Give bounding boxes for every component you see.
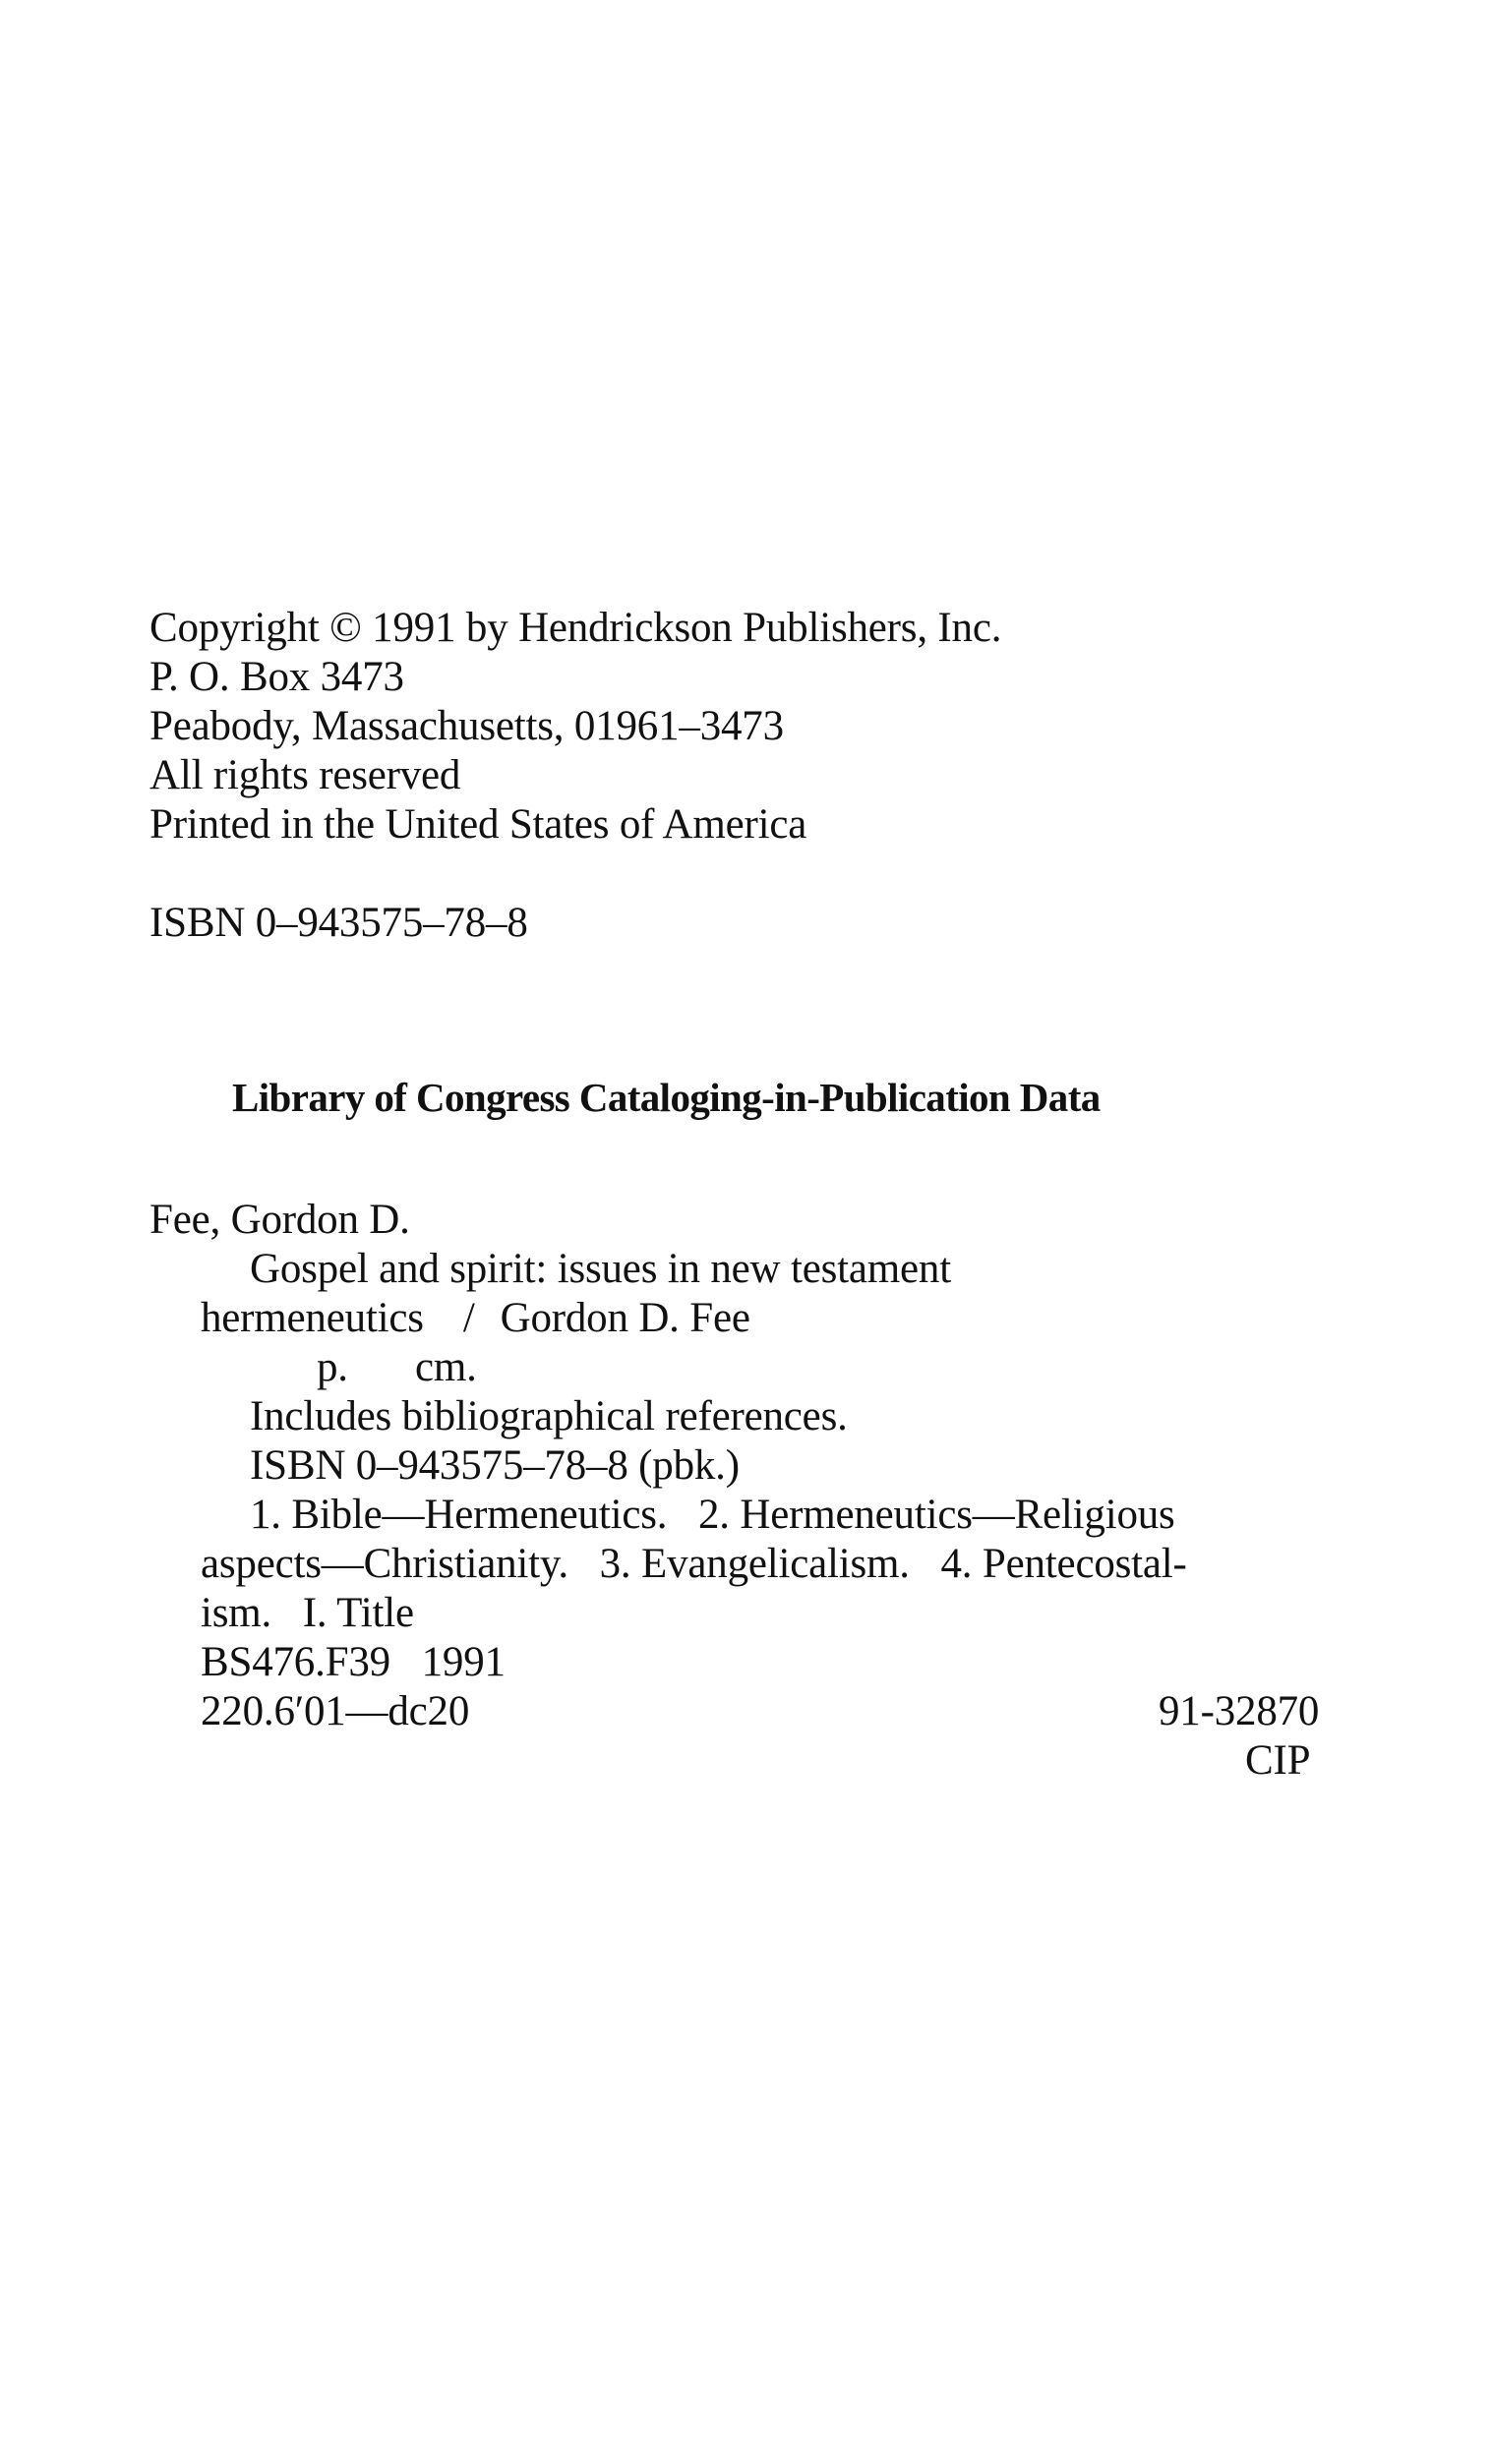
cip-includes: Includes bibliographical references. (250, 1393, 848, 1439)
copyright-line: Copyright © 1991 by Hendrickson Publishers, Inc. (149, 605, 1002, 651)
cip-subjects-line-3: ism. I. Title (201, 1590, 414, 1636)
cip-title-line-2 (201, 1294, 750, 1343)
publisher-po-box: P. O. Box 3473 (149, 654, 404, 700)
cip-title-slash: / (462, 1295, 475, 1341)
cip-heading: Library of Congress Cataloging-in-Publication Data (232, 1075, 1101, 1120)
rights-statement: All rights reserved (149, 752, 461, 798)
cip-subjects-line-1: 1. Bible—Hermeneutics. 2. Hermeneutics—Religious (250, 1492, 1175, 1538)
cip-lc-class: BS476.F39 1991 (201, 1639, 506, 1685)
cip-subjects-line-2: aspects—Christianity. 3. Evangelicalism. 4. Pentecostal- (201, 1541, 1187, 1587)
cip-author: Fee, Gordon D. (149, 1197, 410, 1243)
publisher-city: Peabody, Massachusetts, 01961–3473 (149, 703, 784, 749)
printed-in-statement: Printed in the United States of America (149, 801, 807, 848)
cip-pages: p. (317, 1344, 348, 1390)
cip-size: cm. (415, 1344, 477, 1390)
cip-title-author: Gordon D. Fee (500, 1295, 750, 1341)
cip-title-hermeneutics: hermeneutics (201, 1295, 424, 1341)
cip-title-line-1: Gospel and spirit: issues in new testament (250, 1246, 951, 1292)
cip-label: CIP (1245, 1737, 1311, 1784)
cip-isbn: ISBN 0–943575–78–8 (pbk.) (250, 1442, 740, 1489)
isbn-line: ISBN 0–943575–78–8 (149, 900, 528, 946)
cip-lccn: 91-32870 (1159, 1688, 1320, 1734)
cip-dewey: 220.6′01—dc20 (201, 1688, 470, 1734)
